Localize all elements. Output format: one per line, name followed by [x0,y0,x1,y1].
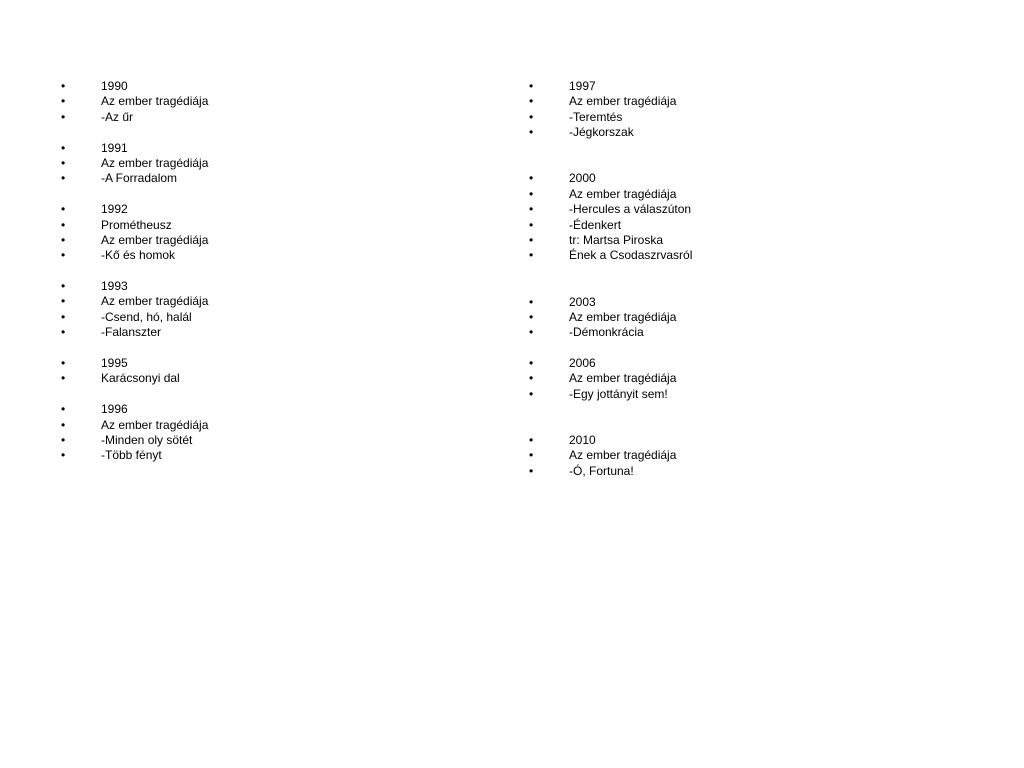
bullet-icon: • [61,325,66,340]
bullet-icon: • [61,109,66,124]
item-text: Az ember tragédiája [101,94,209,109]
list-item [529,94,929,109]
bullet-icon: • [529,171,534,186]
bullet-icon: • [61,279,66,294]
year-item [529,295,929,310]
item-text: -Az űr [101,109,134,124]
list-item [529,218,929,233]
list-item [61,418,461,433]
item-text: -A Forradalom [101,171,178,186]
bullet-icon: • [61,448,66,463]
bullet-icon: • [61,232,66,247]
bullet-icon: • [529,94,534,109]
year-item [529,356,929,371]
bullet-icon: • [529,325,534,340]
list-item [61,156,461,171]
list-item [61,94,461,109]
year-item [529,171,929,186]
item-text: -Minden oly sötét [101,432,193,447]
bullet-icon: • [61,217,66,232]
entry-group [529,356,929,402]
year-item [61,356,461,371]
list-item [529,325,929,340]
list-item [61,433,461,448]
list-item [529,248,929,263]
item-text: 1995 [101,356,128,371]
item-text: 1997 [569,79,596,93]
item-text: Az ember tragédiája [569,371,677,386]
list-item [529,187,929,202]
item-text: 1996 [101,402,128,417]
year-item [61,79,461,94]
item-text: -Teremtés [569,109,623,124]
bullet-icon: • [529,202,534,217]
bullet-icon: • [61,79,66,93]
list-item [61,448,461,463]
entry-group [61,402,461,464]
entry-group [61,141,461,187]
item-text: -Kő és homok [101,248,176,263]
item-text: Prométheusz [101,217,172,232]
item-text: 2006 [569,356,596,371]
item-text: -Édenkert [569,217,622,232]
bullet-icon: • [529,125,534,140]
bullet-icon: • [529,448,534,463]
bullet-icon: • [61,294,66,309]
item-text: Karácsonyi dal [101,371,180,386]
list-item [529,448,929,463]
list-item [529,125,929,140]
year-item [61,279,461,294]
item-text: 1993 [101,279,128,294]
list-item [529,310,929,325]
entry-group [529,79,929,141]
list-item [529,464,929,479]
item-text: -Jégkorszak [569,125,634,140]
item-text: Az ember tragédiája [569,186,677,201]
entry-group [61,79,461,125]
entry-group [529,295,929,341]
bullet-icon: • [61,309,66,324]
bullet-icon: • [529,371,534,386]
bullet-icon: • [529,294,534,309]
item-text: -Több fényt [101,448,162,463]
item-text: Az ember tragédiája [569,94,677,109]
list-item [61,371,461,386]
item-text: -Falanszter [101,325,162,340]
bullet-icon: • [529,79,534,93]
year-item [61,402,461,417]
item-text: 1991 [101,140,128,155]
right-column [529,79,929,479]
item-text: -Hercules a válaszúton [569,202,692,217]
item-text: -Csend, hó, halál [101,309,192,324]
item-text: 2003 [569,294,596,309]
list-item [61,325,461,340]
left-column [61,79,461,464]
bullet-icon: • [61,402,66,417]
bullet-icon: • [529,232,534,247]
entry-group [61,279,461,341]
item-text: -Ó, Fortuna! [569,463,634,478]
year-item [529,79,929,94]
item-text: Az ember tragédiája [101,417,209,432]
bullet-icon: • [529,186,534,201]
item-text: Az ember tragédiája [101,155,209,170]
entry-group [61,202,461,264]
item-text: 2000 [569,171,596,186]
bullet-icon: • [529,386,534,401]
bullet-icon: • [61,140,66,155]
list-item [61,233,461,248]
item-text: -Egy jottányit sem! [569,386,668,401]
entry-group [529,433,929,479]
bullet-icon: • [61,371,66,386]
list-item [61,310,461,325]
bullet-icon: • [529,217,534,232]
list-item [61,294,461,309]
item-text: 1992 [101,202,128,217]
list-item [61,248,461,263]
bullet-icon: • [61,171,66,186]
list-item [61,171,461,186]
bullet-icon: • [61,432,66,447]
year-item [61,141,461,156]
year-item [61,202,461,217]
entry-group [529,171,929,263]
bullet-icon: • [61,94,66,109]
bullet-icon: • [529,109,534,124]
item-text: Az ember tragédiája [569,448,677,463]
list-item [529,110,929,125]
bullet-icon: • [529,433,534,448]
bullet-icon: • [61,248,66,263]
bullet-icon: • [61,356,66,371]
list-item [529,202,929,217]
item-text: 2010 [569,433,596,448]
item-text: Az ember tragédiája [101,294,209,309]
item-text: 1990 [101,79,128,93]
list-item [529,387,929,402]
entry-group [61,356,461,387]
bullet-icon: • [61,417,66,432]
bullet-icon: • [529,309,534,324]
item-text: tr: Martsa Piroska [569,232,664,247]
item-text: Az ember tragédiája [101,232,209,247]
year-item [529,433,929,448]
list-item [61,218,461,233]
item-text: Az ember tragédiája [569,309,677,324]
bullet-icon: • [529,463,534,478]
bullet-icon: • [61,202,66,217]
item-text: -Démonkrácia [569,325,644,340]
list-item [529,371,929,386]
list-item [61,110,461,125]
bullet-icon: • [529,248,534,263]
bullet-icon: • [61,155,66,170]
item-text: Ének a Csodaszrvasról [569,248,693,263]
bullet-icon: • [529,356,534,371]
list-item [529,233,929,248]
